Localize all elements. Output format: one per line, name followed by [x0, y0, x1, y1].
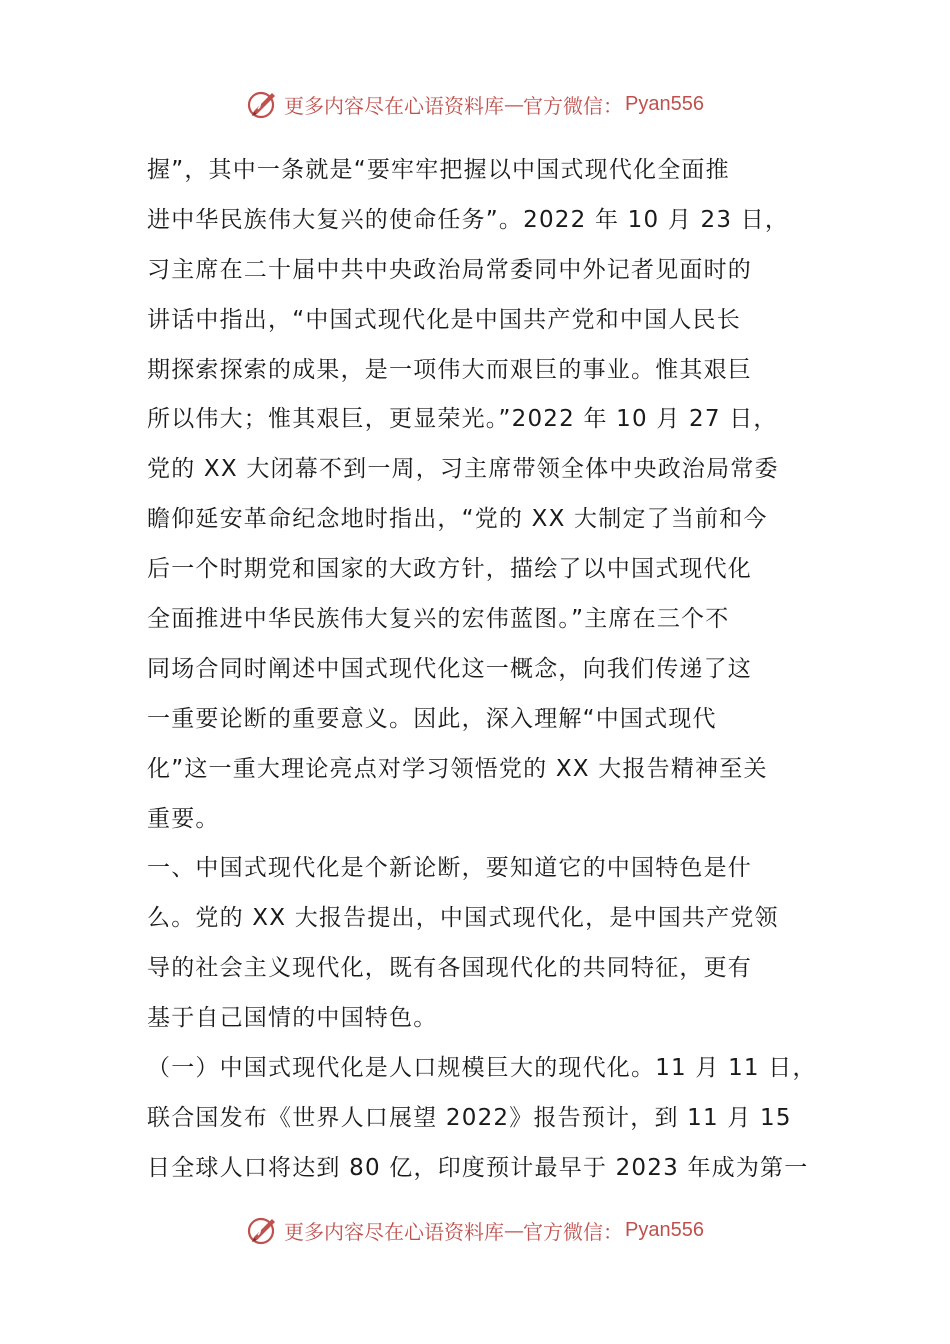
- header-watermark: [0, 84, 950, 124]
- body-line: 日全球人口将达到 80 亿，印度预计最早于 2023 年成为第一: [147, 1154, 809, 1181]
- watermark-text: 更多内容尽在心语资料库: [284, 1219, 505, 1244]
- body-line: 习主席在二十届中共中央政治局常委同中外记者见面时的: [147, 256, 752, 283]
- body-line: 么。党的 XX 大报告提出，中国式现代化，是中国共产党领: [147, 905, 779, 932]
- watermark-text: 更多内容尽在心语资料库: [284, 93, 505, 118]
- body-line: 全面推进中华民族伟大复兴的宏伟蓝图。”主席在三个不: [147, 606, 730, 633]
- section-heading-line: 一、中国式现代化是个新论断，要知道它的中国特色是什: [147, 855, 752, 882]
- watermark-wechat-id: Pyan556: [625, 92, 704, 115]
- body-line: 后一个时期党和国家的大政方针，描绘了以中国式现代化: [147, 556, 752, 583]
- body-line: 握”，其中一条就是“要牢牢把握以中国式现代化全面推: [147, 157, 730, 183]
- body-line: 基于自己国情的中国特色。: [147, 1005, 438, 1032]
- watermark-separator: —: [504, 92, 524, 116]
- body-line: 同场合同时阐述中国式现代化这一概念，向我们传递了这: [147, 655, 752, 682]
- body-line: 瞻仰延安革命纪念地时指出，“党的 XX 大制定了当前和今: [147, 506, 768, 533]
- body-line: 一重要论断的重要意义。因此，深入理解“中国式现代: [147, 705, 717, 732]
- body-line: 期探索探索的成果，是一项伟大而艰巨的事业。惟其艰巨: [147, 356, 752, 383]
- body-line: 重要。: [147, 805, 220, 832]
- body-line: 党的 XX 大闭幕不到一周，习主席带领全体中央政治局常委: [147, 456, 779, 483]
- body-line: 导的社会主义现代化，既有各国现代化的共同特征，更有: [147, 955, 752, 982]
- body-line: 讲话中指出，“中国式现代化是中国共产党和中国人民长: [147, 306, 741, 333]
- watermark-wechat-label: 官方微信：: [523, 1219, 624, 1244]
- pen-logo-icon: [246, 1213, 280, 1247]
- document-body: [147, 146, 817, 1194]
- watermark-separator: —: [504, 1218, 524, 1242]
- pen-logo-icon: [246, 87, 280, 121]
- subsection-heading-line: （一）中国式现代化是人口规模巨大的现代化。11 月 11 日，: [147, 1055, 817, 1082]
- body-line: 化”这一重大理论亮点对学习领悟党的 XX 大报告精神至关: [147, 755, 768, 782]
- body-line: 联合国发布《世界人口展望 2022》报告预计，到 11 月 15: [147, 1104, 792, 1131]
- body-line: 所以伟大；惟其艰巨，更显荣光。”2022 年 10 月 27 日，: [147, 406, 778, 433]
- watermark-wechat-label: 官方微信：: [523, 93, 624, 118]
- watermark-wechat-id: Pyan556: [625, 1218, 704, 1241]
- body-line: 进中华民族伟大复兴的使命任务”。2022 年 10 月 23 日，: [147, 206, 790, 233]
- footer-watermark: [0, 1210, 950, 1250]
